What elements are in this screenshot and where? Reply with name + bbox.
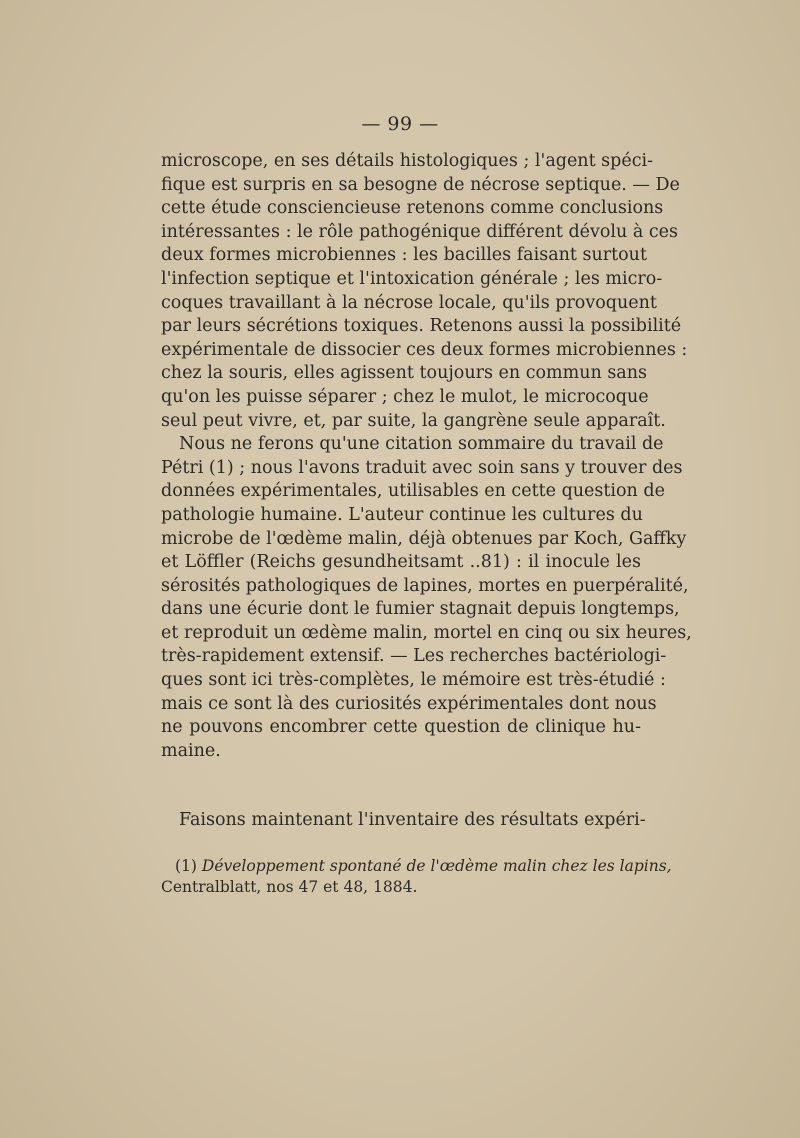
text-line: intéressantes : le rôle pathogénique différent dévolu à ces — [161, 221, 678, 242]
text-line: deux formes microbiennes : les bacilles faisant surtout — [161, 245, 647, 266]
footnote — [161, 856, 672, 898]
text-line: et Löffler (Reichs gesundheitsamt ..81) : il inocule les — [161, 552, 641, 573]
footnote-title: Développement spontané de l'œdème malin chez les lapins, — [201, 857, 672, 875]
text-line: microscope, en ses détails histologiques ; l'agent spéci- — [161, 151, 654, 171]
paragraph-start-line: Faisons maintenant l'inventaire des résultats expéri- — [179, 810, 646, 831]
text-line: ques sont ici très-complètes, le mémoire est très-étudié : — [161, 670, 666, 691]
footnote-line — [161, 856, 672, 877]
text-line: qu'on les puisse séparer ; chez le mulot, le microcoque — [161, 386, 649, 407]
text-line: microbe de l'œdème malin, déjà obtenues par Koch, Gaffky — [161, 528, 687, 549]
paragraph-start-line: Nous ne ferons qu'une citation sommaire du travail de — [179, 434, 664, 455]
text-line: l'infection septique et l'intoxication générale ; les micro- — [161, 268, 663, 289]
text-line: mais ce sont là des curiosités expérimentales dont nous — [161, 693, 657, 714]
text-line: Pétri (1) ; nous l'avons traduit avec soin sans y trouver des — [161, 457, 683, 478]
text-line: ne pouvons encombrer cette question de clinique hu- — [161, 717, 641, 738]
text-line: fique est surpris en sa besogne de nécrose septique. — De — [161, 174, 680, 195]
text-line: coques travaillant à la nécrose locale, qu'ils provoquent — [161, 292, 657, 313]
text-line: seul peut vivre, et, par suite, la gangrène seule apparaît. — [161, 410, 666, 431]
page-number: — 99 — — [361, 113, 439, 135]
body-text — [161, 150, 692, 833]
text-line: chez la souris, elles agissent toujours en commun sans — [161, 363, 647, 384]
text-line: pathologie humaine. L'auteur continue les cultures du — [161, 504, 643, 525]
text-line: sérosités pathologiques de lapines, mortes en puerpéralité, — [161, 575, 689, 596]
text-line: et reproduit un œdème malin, mortel en cinq ou six heures, — [161, 622, 692, 643]
text-line: données expérimentales, utilisables en cette question de — [161, 481, 665, 502]
text-line: très-rapidement extensif. — Les recherches bactériologi- — [161, 646, 667, 667]
footnote-source: Centralblatt, nos 47 et 48, 1884. — [161, 878, 418, 896]
footnote-marker: (1) — [175, 857, 197, 875]
text-line: par leurs sécrétions toxiques. Retenons aussi la possibilité — [161, 316, 682, 337]
text-line: expérimentale de dissocier ces deux formes microbiennes : — [161, 339, 688, 360]
text-line: dans une écurie dont le fumier stagnait depuis longtemps, — [161, 599, 680, 620]
text-line: cette étude consciencieuse retenons comme conclusions — [161, 198, 664, 219]
text-line: maine. — [161, 740, 221, 761]
paragraph-gap — [161, 763, 641, 809]
